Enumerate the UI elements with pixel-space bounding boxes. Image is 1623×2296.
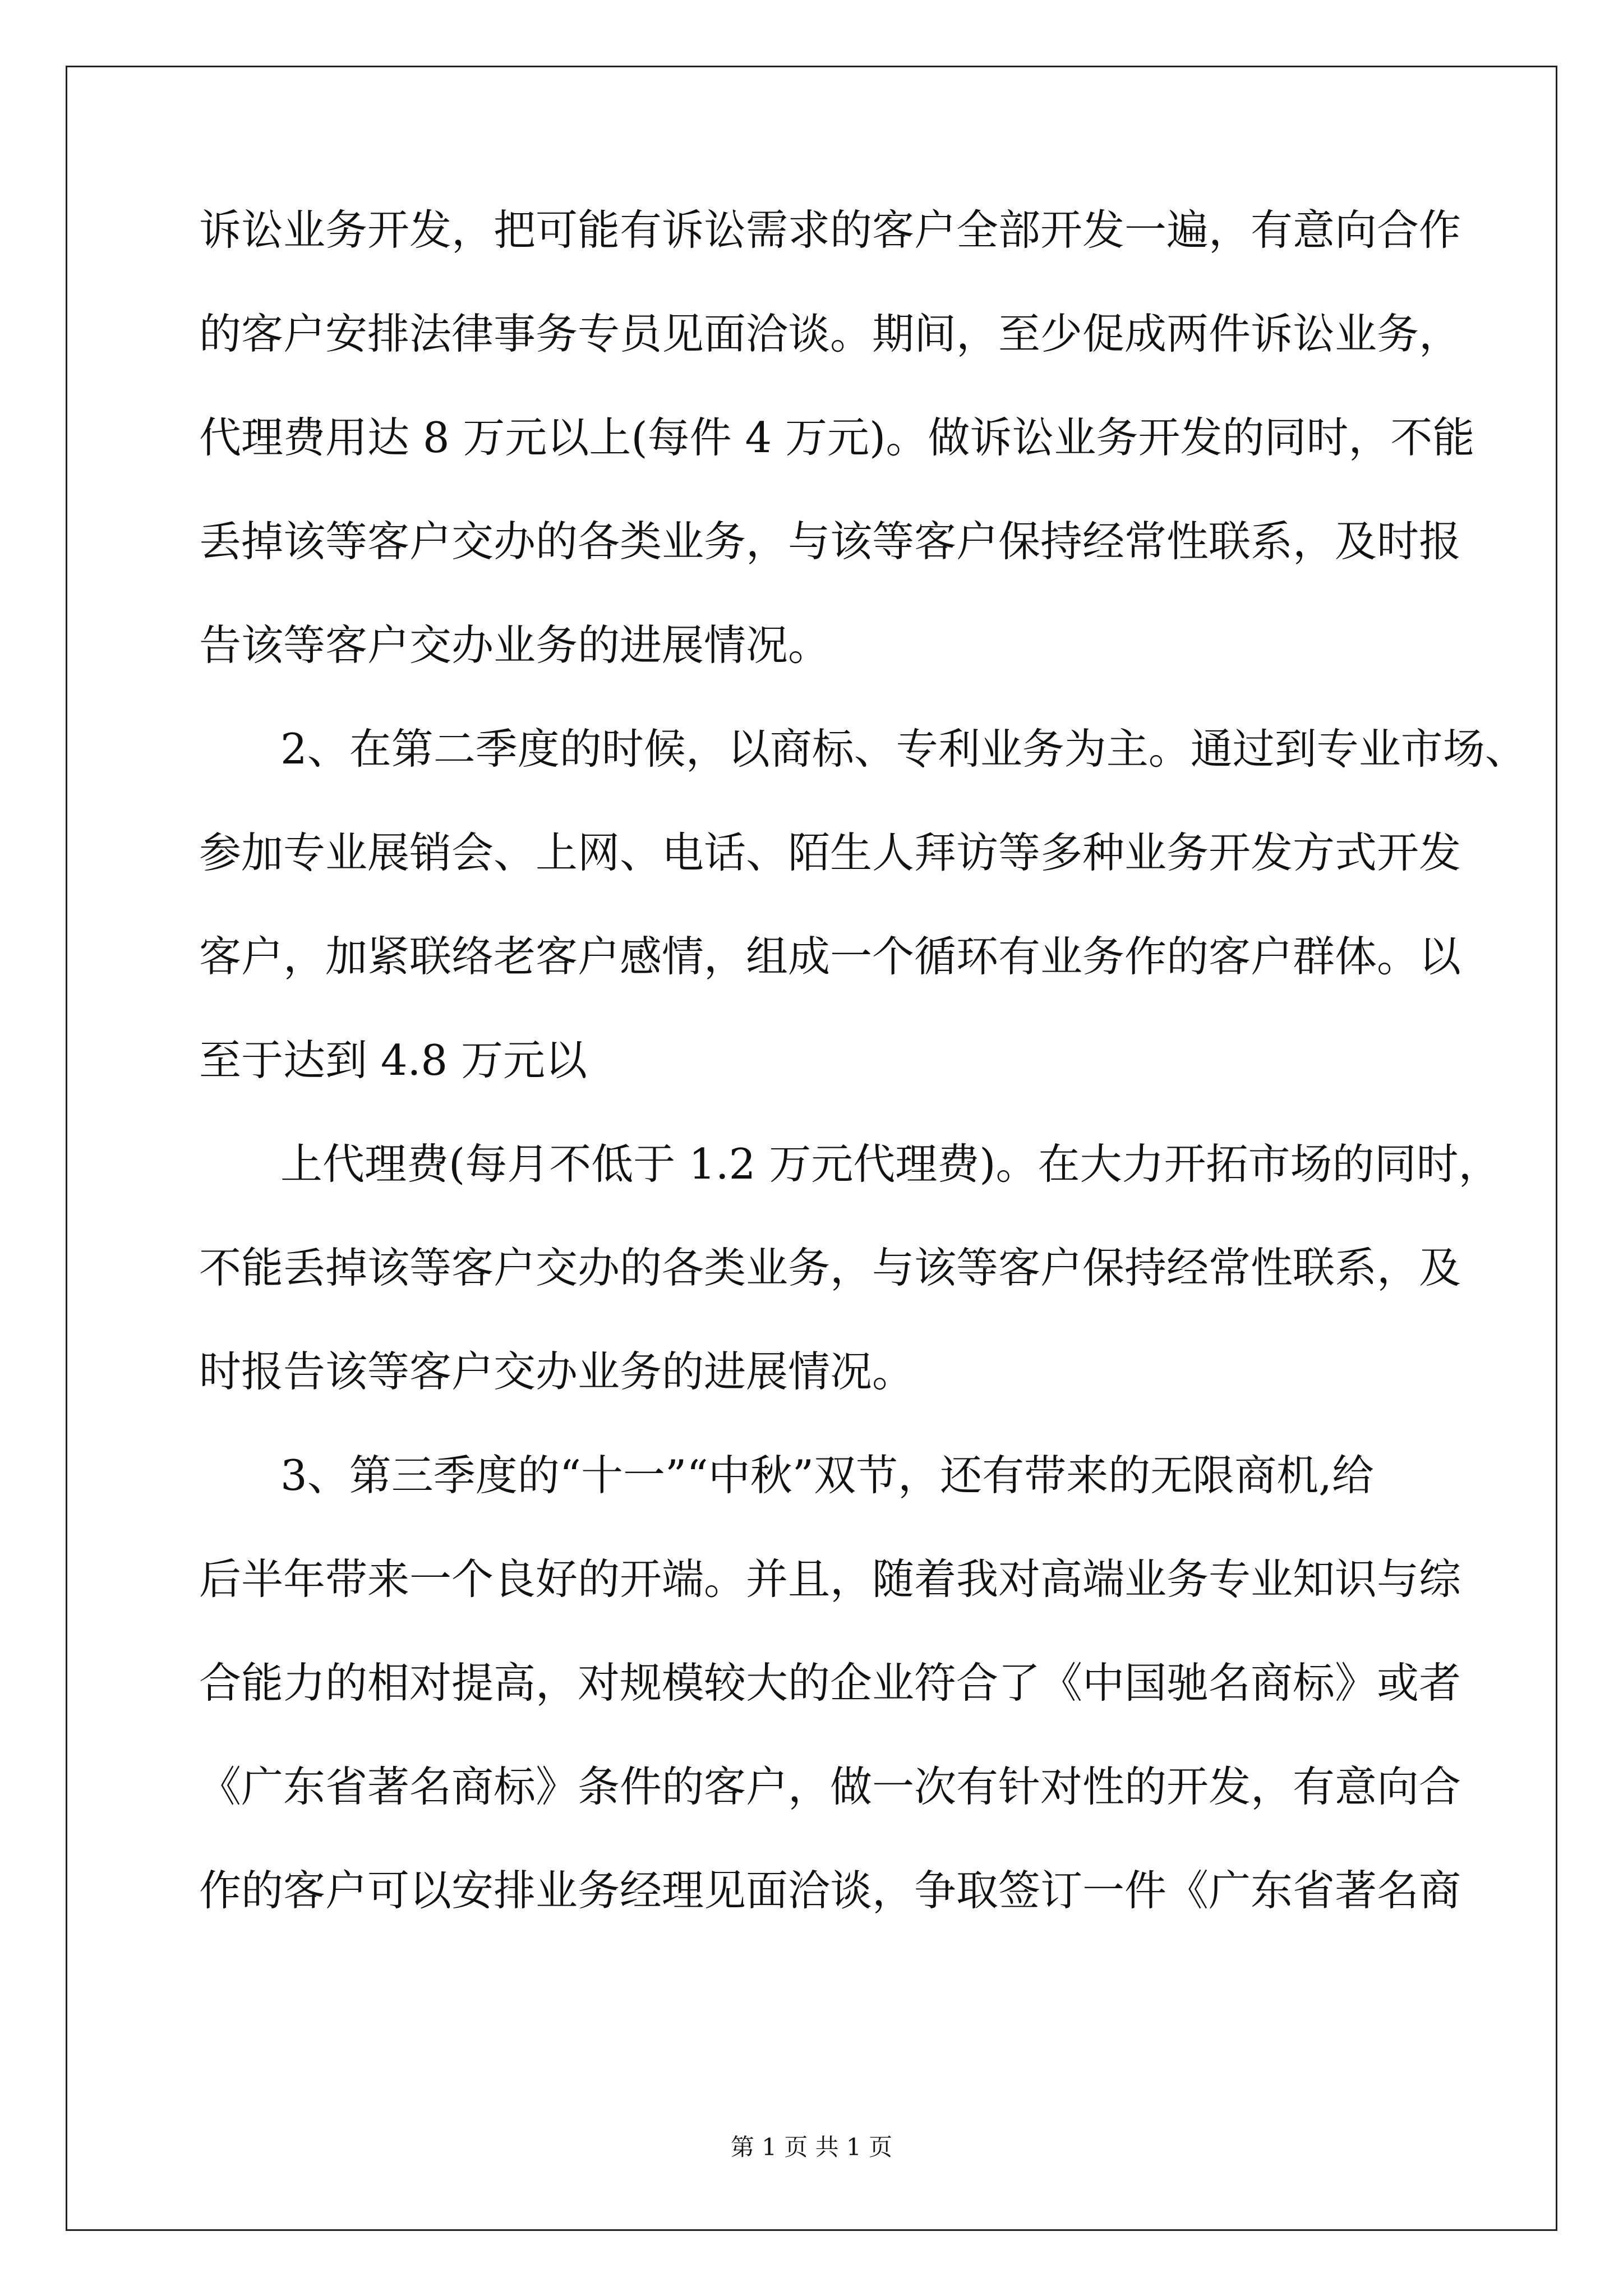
text-line: 2、在第二季度的时候，以商标、专利业务为主。通过到专业市场、 [280, 724, 1527, 774]
text-line: 时报告该等客户交办业务的进展情况。 [199, 1347, 915, 1396]
text-line: 不能丢掉该等客户交办的各类业务，与该等客户保持经常性联系，及 [199, 1243, 1461, 1292]
text-line: 后半年带来一个良好的开端。并且，随着我对高端业务专业知识与综 [199, 1554, 1461, 1604]
text-line: 参加专业展销会、上网、电话、陌生人拜访等多种业务开发方式开发 [199, 828, 1461, 877]
text-line: 3、第三季度的“十一”“中秋”双节，还有带来的无限商机,给 [280, 1451, 1374, 1500]
text-line: 作的客户可以安排业务经理见面洽谈，争取签订一件《广东省著名商 [199, 1866, 1461, 1915]
text-line: 丢掉该等客户交办的各类业务，与该等客户保持经常性联系，及时报 [199, 517, 1461, 566]
text-line: 告该等客户交办业务的进展情况。 [199, 620, 831, 670]
text-line: 合能力的相对提高，对规模较大的企业符合了《中国驰名商标》或者 [199, 1658, 1461, 1708]
text-line: 客户，加紧联络老客户感情，组成一个循环有业务作的客户群体。以 [199, 932, 1461, 981]
text-line: 上代理费(每月不低于 1.2 万元代理费)。在大力开拓市场的同时， [280, 1139, 1501, 1189]
text-line: 的客户安排法律事务专员见面洽谈。期间，至少促成两件诉讼业务， [199, 309, 1461, 358]
text-line: 《广东省著名商标》条件的客户，做一次有针对性的开发，有意向合 [199, 1762, 1461, 1811]
text-line: 至于达到 4.8 万元以 [199, 1036, 587, 1085]
text-line: 代理费用达 8 万元以上(每件 4 万元)。做诉讼业务开发的同时，不能 [199, 413, 1475, 462]
page-footer: 第 1 页 共 1 页 [730, 2133, 893, 2161]
text-line: 诉讼业务开发，把可能有诉讼需求的客户全部开发一遍，有意向合作 [199, 205, 1461, 255]
